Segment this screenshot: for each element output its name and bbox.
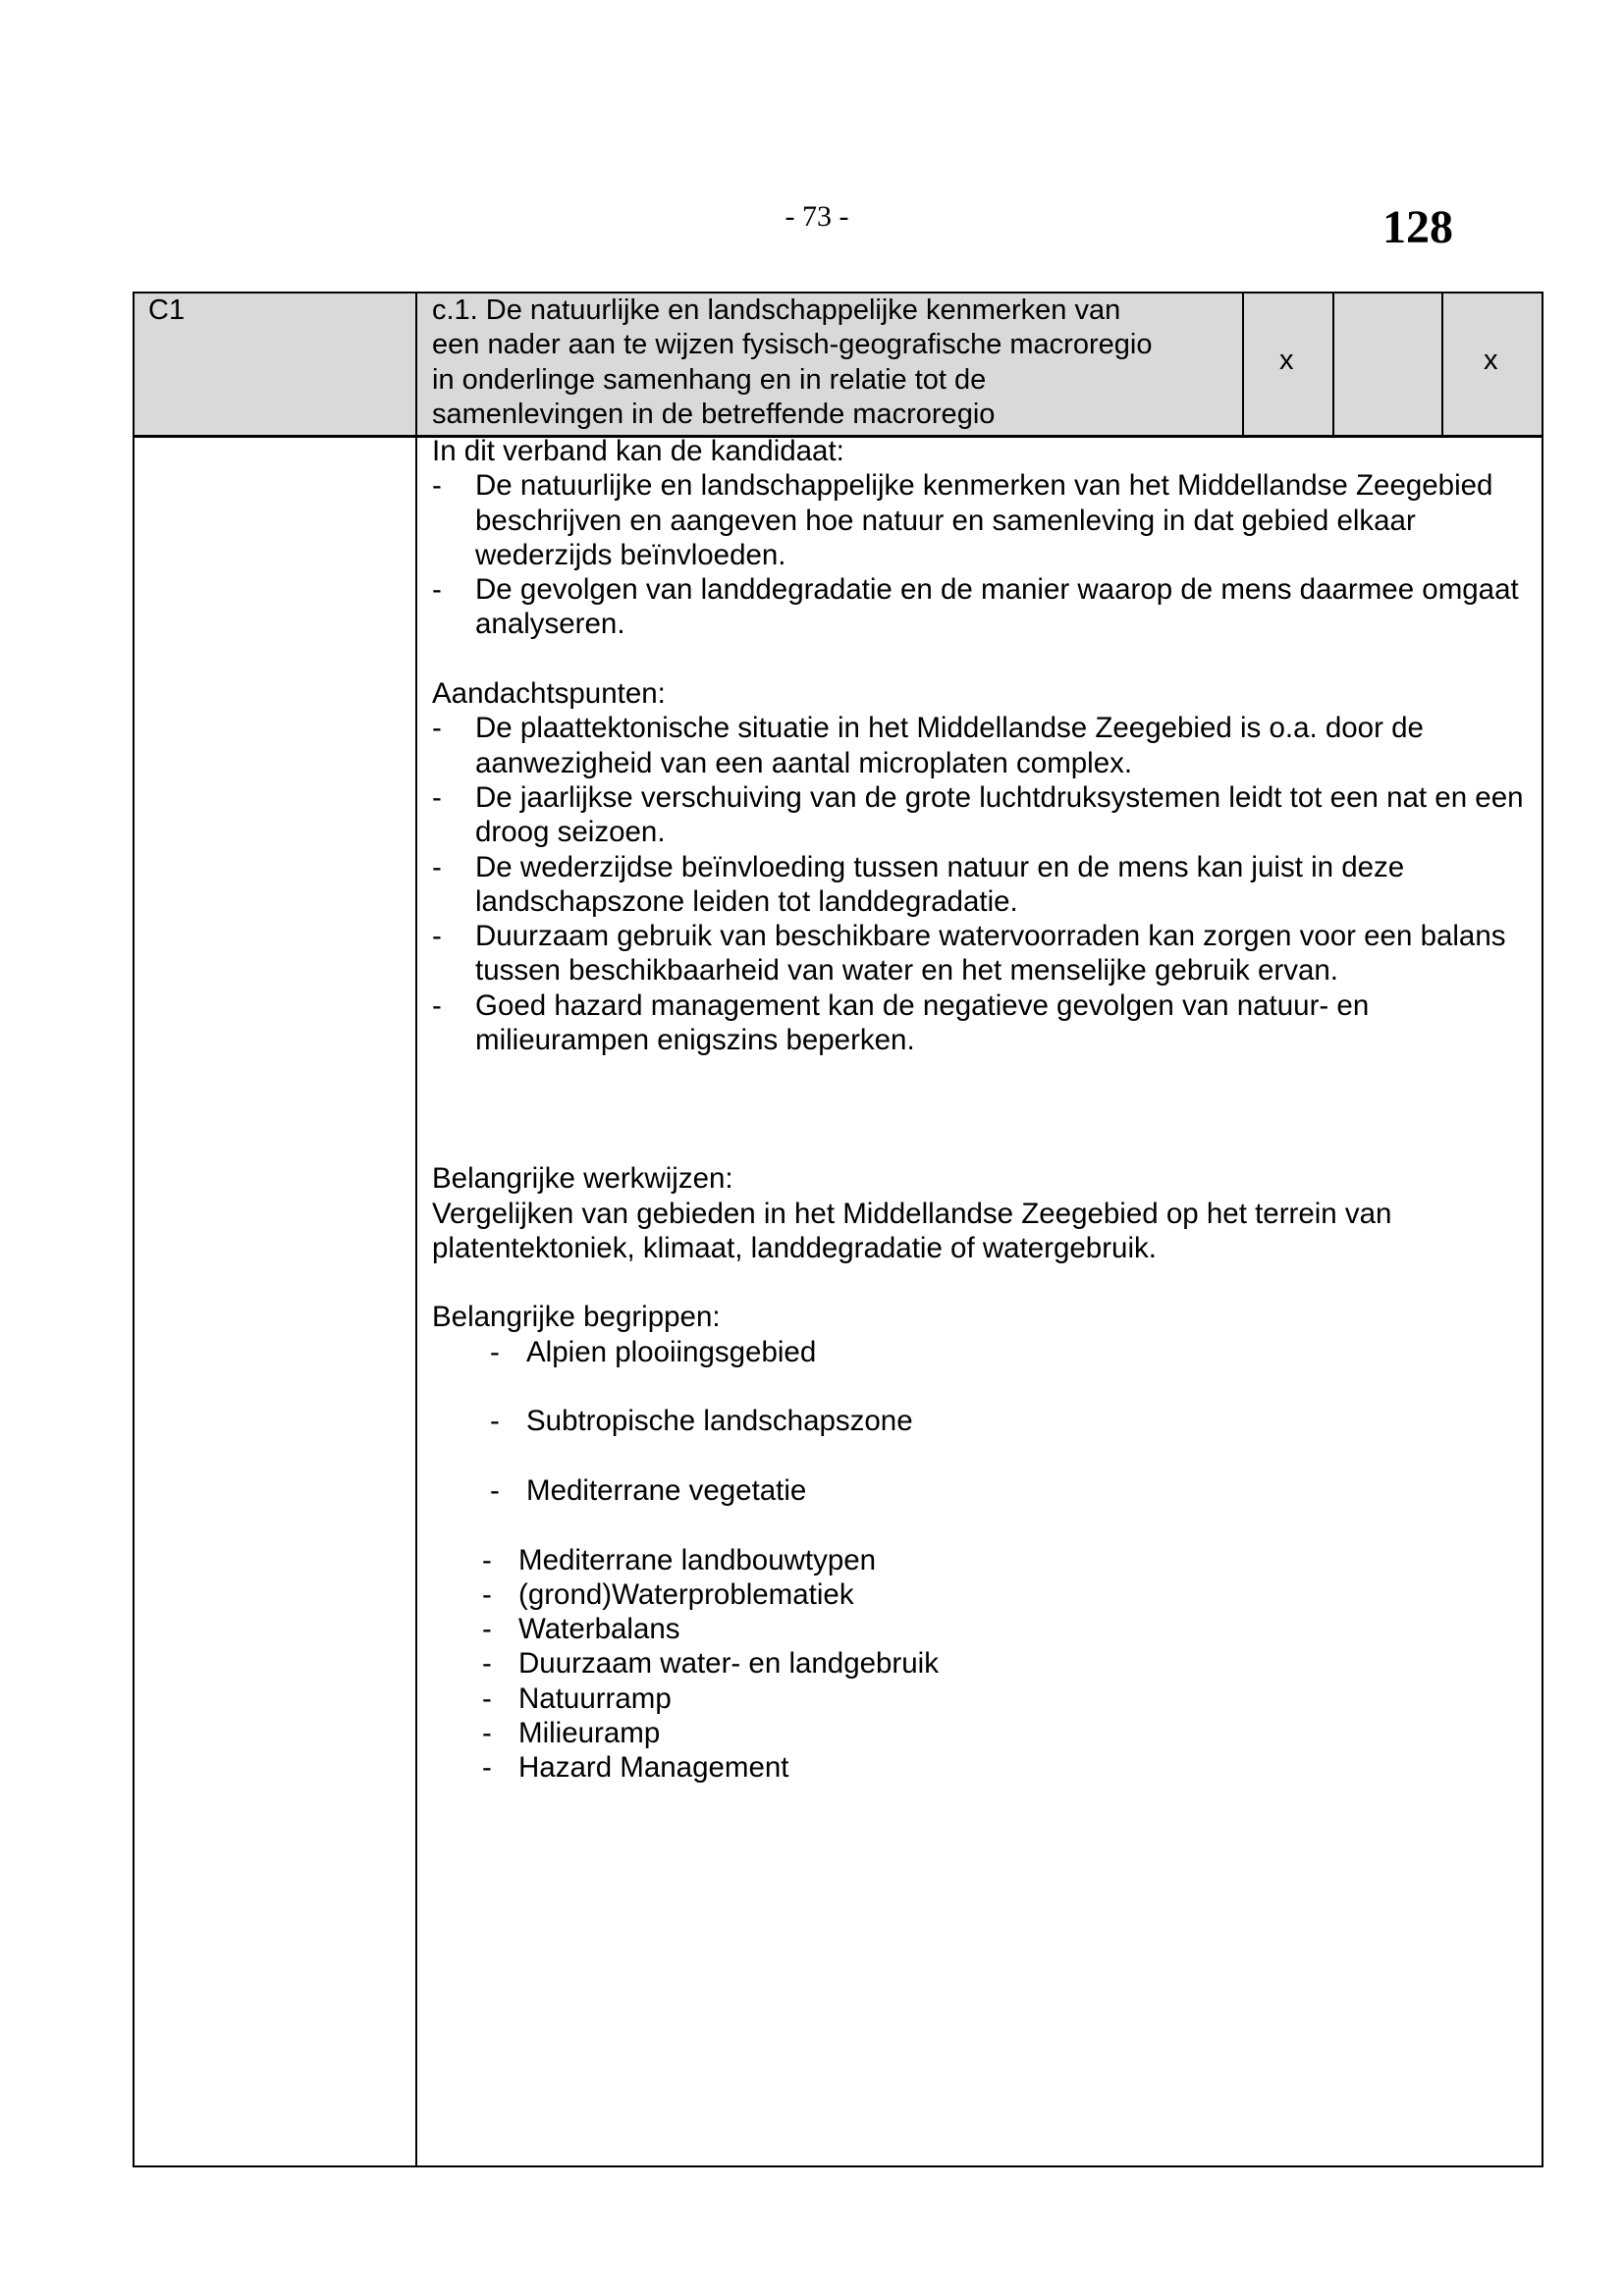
dash: - (432, 712, 442, 745)
column-divider (415, 294, 417, 2165)
dash: - (490, 1405, 500, 1438)
concept-item (432, 1473, 1532, 1508)
concept-text: Milieuramp (518, 1716, 661, 1749)
list-item (432, 468, 1532, 572)
intro-text: In dit verband kan de kandidaat: (432, 435, 844, 467)
dash: - (482, 1682, 492, 1715)
methods-text: Vergelijken van gebieden in het Middellandse Zeegebied op het terrein van platentektoniek, klimaat, landdegradatie of watergebruik. (432, 1197, 1392, 1264)
list-item-text: De natuurlijke en landschappelijke kenmerken van het Middellandse Zeegebied beschrijven en aangeven hoe natuur en samenleving in dat gebied elkaar wederzijds beïnvloeden. (475, 469, 1493, 571)
dash: - (482, 1647, 492, 1681)
list-item (432, 711, 1532, 780)
concept-item (432, 1335, 1532, 1369)
dash: - (432, 780, 442, 814)
list-item-text: De gevolgen van landdegradatie en de manier waarop de mens daarmee omgaat analyseren. (475, 573, 1519, 641)
list-item (432, 572, 1532, 642)
dash: - (482, 1577, 492, 1611)
list-item-text: De wederzijdse beïnvloeding tussen natuur en de mens kan juist in deze landschapszone leiden tot landdegradatie. (475, 850, 1405, 918)
dash: - (432, 850, 442, 883)
objective-line: c.1. De natuurlijke en landschappelijke kenmerken van (432, 294, 1121, 326)
dash: - (432, 988, 442, 1022)
dash: - (432, 920, 442, 953)
stamp-number: 128 (1382, 201, 1453, 253)
attention-title: Aandachtspunten: (432, 677, 666, 711)
list-item (432, 988, 1532, 1058)
dash: - (490, 1473, 500, 1507)
concept-item (432, 1543, 1532, 1577)
dash: - (432, 573, 442, 607)
concept-text: (grond)Waterproblematiek (518, 1577, 854, 1611)
list-item-text: De plaattektonische situatie in het Middellandse Zeegebied is o.a. door de aanwezigheid van een aantal microplaten complex. (475, 712, 1424, 779)
curriculum-table (133, 292, 1543, 2167)
concept-text: Hazard Management (518, 1751, 789, 1785)
dash: - (482, 1613, 492, 1646)
page-number: - 73 - (785, 200, 849, 233)
objective-cell (432, 294, 1152, 432)
concept-text: Natuurramp (518, 1682, 672, 1715)
column-divider (1332, 294, 1334, 435)
dash: - (432, 469, 442, 503)
dash: - (482, 1751, 492, 1785)
mark-cell: x (1279, 345, 1294, 376)
list-item (432, 780, 1532, 850)
concept-text: Alpien plooiingsgebied (526, 1335, 817, 1368)
dash: - (490, 1335, 500, 1368)
concept-item (432, 1716, 1532, 1750)
list-item-text: Duurzaam gebruik van beschikbare watervoorraden kan zorgen voor een balans tussen beschikbaarheid van water en het menselijke gebruik ervan. (475, 920, 1506, 988)
concept-text: Mediterrane landbouwtypen (518, 1543, 877, 1576)
list-item (432, 919, 1532, 988)
objective-line: een nader aan te wijzen fysisch-geografische macroregio (432, 329, 1153, 361)
column-divider (1242, 294, 1244, 435)
objective-line: samenlevingen in de betreffende macroregio (432, 398, 996, 430)
list-item-text: Goed hazard management kan de negatieve gevolgen van natuur- en milieurampen enigszins beperken. (475, 988, 1370, 1057)
concept-item (432, 1646, 1532, 1681)
content-cell (432, 434, 1532, 1786)
methods-title: Belangrijke werkwijzen: (432, 1162, 733, 1196)
concept-text: Subtropische landschapszone (526, 1405, 913, 1438)
dash: - (482, 1543, 492, 1576)
code-cell: C1 (148, 294, 186, 326)
concept-item (432, 1404, 1532, 1438)
mark-cell: x (1484, 345, 1498, 376)
concept-item (432, 1612, 1532, 1646)
concept-item (432, 1577, 1532, 1612)
list-item-text: De jaarlijkse verschuiving van de grote luchtdruksystemen leidt tot een nat en een droog seizoen. (475, 780, 1524, 849)
concept-item (432, 1750, 1532, 1785)
list-item (432, 850, 1532, 920)
concept-item (432, 1682, 1532, 1716)
concepts-title: Belangrijke begrippen: (432, 1301, 721, 1334)
concept-text: Waterbalans (518, 1613, 680, 1646)
concept-text: Duurzaam water- en landgebruik (518, 1647, 939, 1681)
concept-text: Mediterrane vegetatie (526, 1473, 807, 1507)
objective-line: in onderlinge samenhang en in relatie tot de (432, 363, 987, 396)
dash: - (482, 1716, 492, 1749)
column-divider (1441, 294, 1443, 435)
